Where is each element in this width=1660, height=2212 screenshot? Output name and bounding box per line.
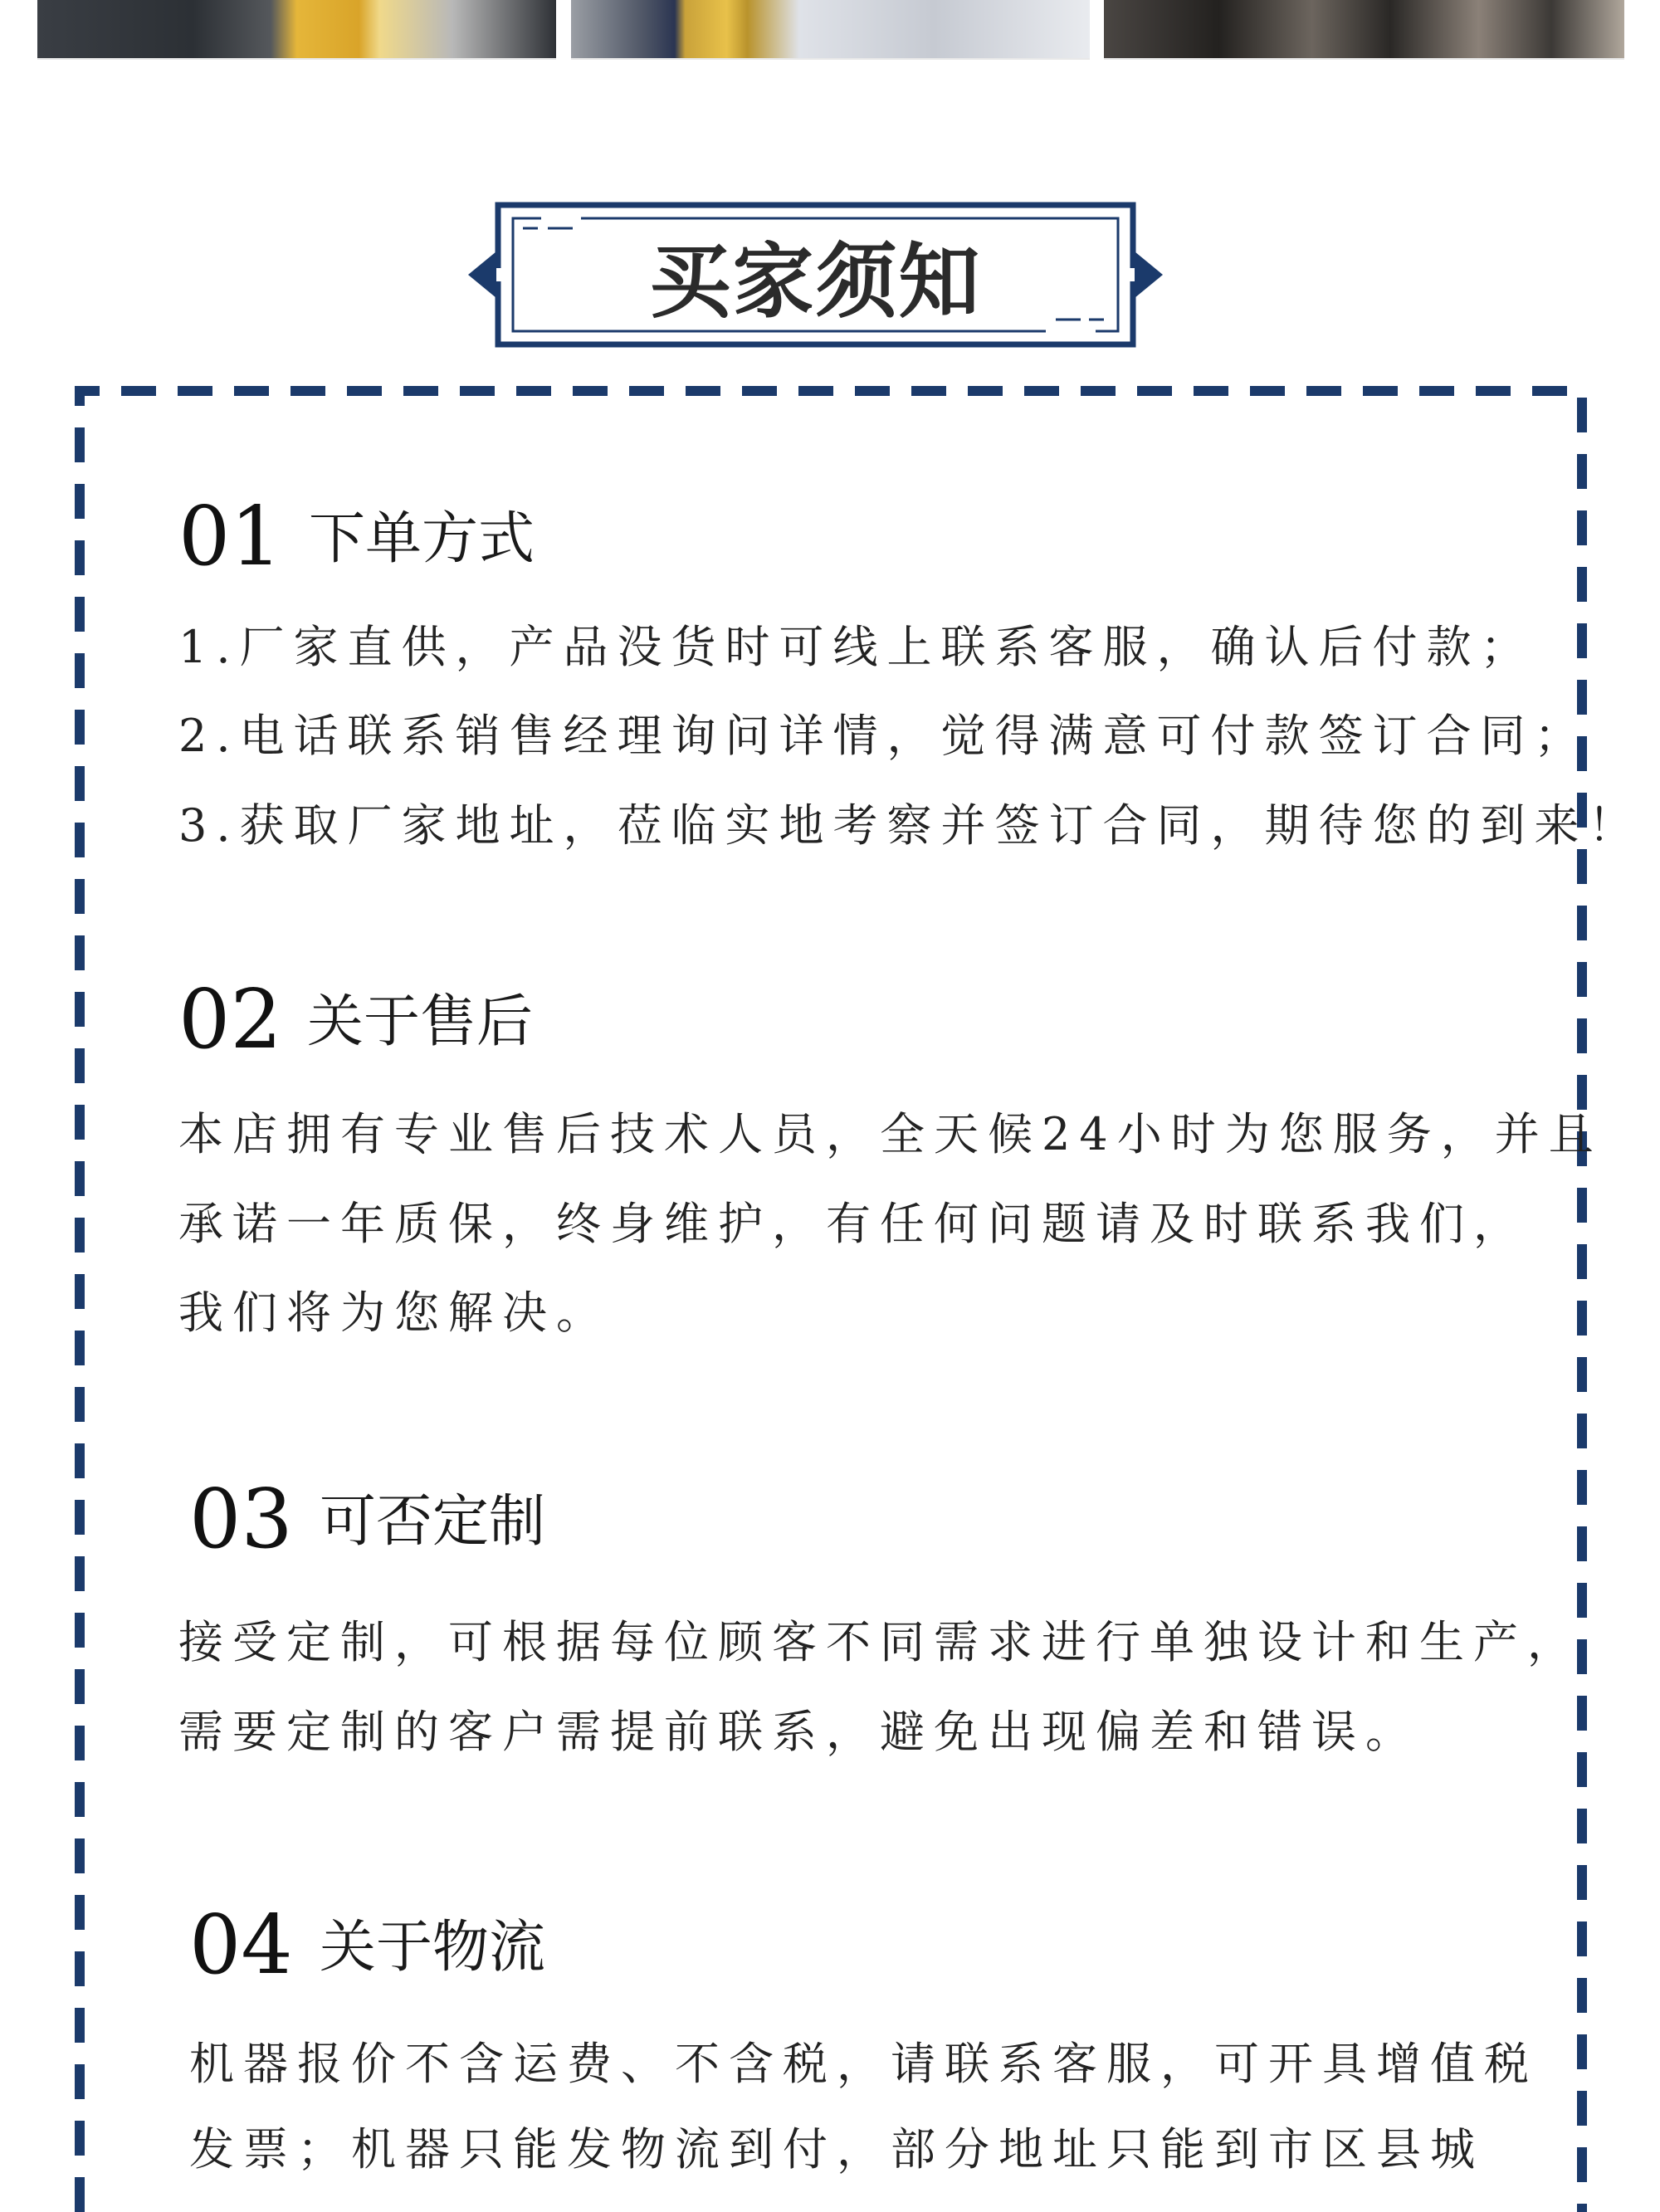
- section-line: 1.厂家直供，产品没货时可线上联系客服，确认后付款；: [178, 621, 1535, 673]
- section-number: 02: [178, 973, 282, 1067]
- section-title: 下单方式: [309, 506, 535, 572]
- people-photo: [571, 0, 1090, 60]
- section-number: 04: [189, 1898, 293, 1993]
- section-line: 需要定制的客户需提前联系，避免出现偏差和错误。: [178, 1706, 1419, 1758]
- section-line: 我们将为您解决。: [178, 1287, 610, 1339]
- section-title: 可否定制: [320, 1489, 546, 1555]
- section-title: 关于物流: [320, 1915, 546, 1980]
- handshake-photo: [1104, 0, 1624, 60]
- books-photo: [37, 0, 556, 60]
- section-line: 本店拥有专业售后技术人员，全天候24小时为您服务，并且: [178, 1108, 1603, 1160]
- title-badge: [465, 202, 1166, 348]
- page-title: 买家须知: [649, 234, 982, 330]
- section-line: 接受定制，可根据每位顾客不同需求进行单独设计和生产，: [178, 1616, 1581, 1668]
- section-title: 关于售后: [307, 989, 534, 1055]
- section-line: 承诺一年质保，终身维护，有任何问题请及时联系我们，: [178, 1198, 1527, 1250]
- section-line: 机器报价不含运费、不含税，请联系客服，可开具增值税: [189, 2038, 1538, 2090]
- section-line: 3.获取厂家地址，莅临实地考察并签订合同，期待您的到来！: [178, 799, 1643, 852]
- section-number: 01: [178, 490, 282, 584]
- section-number: 03: [189, 1472, 293, 1567]
- section-line: 2.电话联系销售经理询问详情，觉得满意可付款签订合同；: [178, 710, 1589, 762]
- section-line: 发票；机器只能发物流到付，部分地址只能到市区县城: [189, 2123, 1484, 2175]
